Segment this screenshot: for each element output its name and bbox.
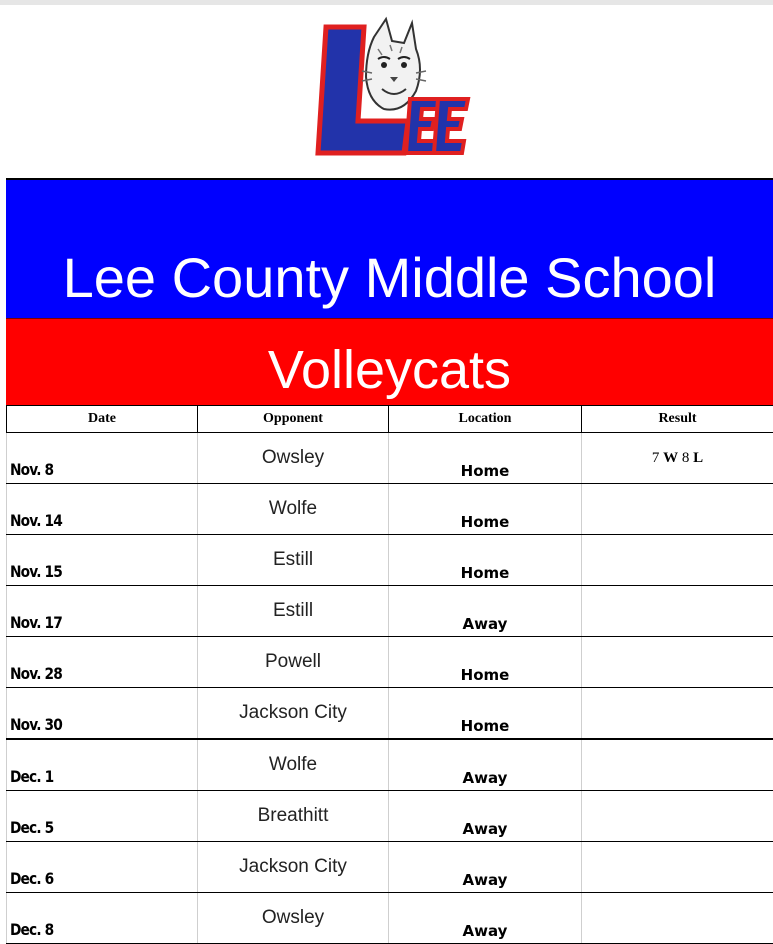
row-date: Nov. 14 [7,484,198,535]
school-name: Lee County Middle School [6,245,773,310]
row-result [582,535,773,586]
row-opponent: Owsley [198,893,389,944]
row-date: Nov. 8 [7,433,198,484]
row-date: Dec. 6 [7,842,198,893]
table-row [7,586,773,637]
table-row [7,535,773,586]
row-location: Home [389,535,582,586]
table-row [7,842,773,893]
row-result [582,739,773,791]
row-location: Away [389,893,582,944]
row-result [582,688,773,740]
lee-logo-image [312,13,472,163]
table-row [7,893,773,944]
row-date: Dec. 5 [7,791,198,842]
row-date: Nov. 28 [7,637,198,688]
row-date: Nov. 17 [7,586,198,637]
bobcat-icon [362,19,426,110]
table-row [7,484,773,535]
row-opponent: Breathitt [198,791,389,842]
row-result [582,484,773,535]
row-location: Home [389,433,582,484]
schedule-table [6,405,773,944]
row-date: Nov. 30 [7,688,198,740]
row-result: 7 W 8 L [582,433,773,484]
row-date: Dec. 1 [7,739,198,791]
header-location: Location [389,406,582,433]
header-date: Date [7,406,198,433]
header-opponent: Opponent [198,406,389,433]
row-result [582,637,773,688]
row-result [582,893,773,944]
team-name: Volleycats [6,339,773,401]
row-opponent: Jackson City [198,688,389,740]
row-date: Dec. 8 [7,893,198,944]
table-row [7,637,773,688]
table-header-row [7,406,773,433]
row-opponent: Wolfe [198,484,389,535]
row-result [582,791,773,842]
row-opponent: Estill [198,535,389,586]
row-location: Away [389,586,582,637]
row-opponent: Jackson City [198,842,389,893]
school-name-band [6,178,773,318]
row-location: Home [389,688,582,740]
header-result: Result [582,406,773,433]
row-opponent: Estill [198,586,389,637]
table-row [7,688,773,740]
table-row [7,791,773,842]
logo-area [6,5,773,178]
row-location: Away [389,739,582,791]
team-name-band [6,318,773,406]
row-location: Home [389,637,582,688]
table-row [7,433,773,484]
row-date: Nov. 15 [7,535,198,586]
row-opponent: Wolfe [198,739,389,791]
row-result [582,586,773,637]
table-row [7,739,773,791]
row-opponent: Owsley [198,433,389,484]
row-opponent: Powell [198,637,389,688]
row-location: Away [389,842,582,893]
row-location: Home [389,484,582,535]
row-location: Away [389,791,582,842]
row-result [582,842,773,893]
